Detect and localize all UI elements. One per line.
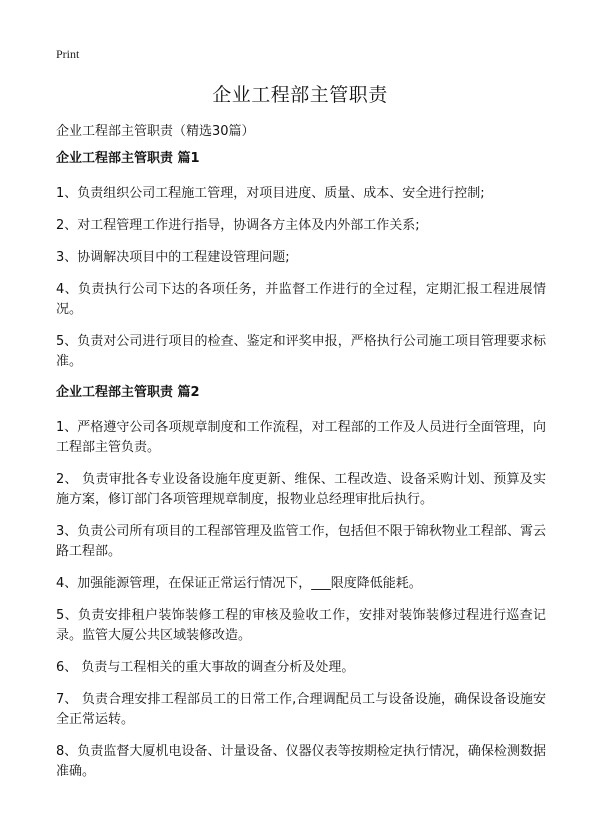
section-heading: 企业工程部主管职责 篇1	[56, 151, 200, 166]
list-item: 2、对工程管理工作进行指导，协调各方主体及内外部工作关系;	[56, 218, 420, 233]
document-subtitle: 企业工程部主管职责（精选30篇）	[56, 124, 255, 139]
list-item: 4、加强能源管理，在保证正常运行情况下，___限度降低能耗。	[56, 576, 422, 591]
section-heading: 企业工程部主管职责 篇2	[56, 385, 200, 400]
list-item: 4、负责执行公司下达的各项任务，并监督工作进行的全过程，定期汇报工程进展情况。	[56, 282, 546, 317]
list-item: 6、 负责与工程相关的重大事故的调查分析及处理。	[56, 660, 355, 675]
list-item: 2、 负责审批各专业设备设施年度更新、维保、工程改造、设备采购计划、预算及实施方案，修订部门各项管理规章制度，报物业总经理审批后执行。	[56, 472, 546, 507]
list-item: 3、协调解决项目中的工程建设管理问题;	[56, 250, 290, 265]
list-item: 5、负责安排租户装饰装修工程的审核及验收工作，安排对装饰装修过程进行巡查记录。监管大厦公共区域装修改造。	[56, 608, 546, 643]
list-item: 5、负责对公司进行项目的检查、鉴定和评奖申报，严格执行公司施工项目管理要求标准。	[56, 334, 546, 369]
document-body	[56, 150, 546, 794]
document-title: 企业工程部主管职责	[212, 84, 388, 106]
print-label: Print	[56, 47, 80, 61]
list-item: 1、负责组织公司工程施工管理，对项目进度、质量、成本、安全进行控制;	[56, 186, 485, 201]
section-1	[56, 150, 546, 372]
list-item: 3、负责公司所有项目的工程部管理及监管工作，包括但不限于锦秋物业工程部、霄云路工程部。	[56, 524, 546, 559]
list-item: 7、 负责合理安排工程部员工的日常工作,合理调配员工与设备设施，确保设备设施安全正常运转。	[56, 692, 546, 727]
list-item: 1、严格遵守公司各项规章制度和工作流程，对工程部的工作及人员进行全面管理，向工程部主管负责。	[56, 420, 546, 455]
section-2	[56, 384, 546, 782]
list-item: 8、负责监督大厦机电设备、计量设备、仪器仪表等按期检定执行情况，确保检测数据准确。	[56, 744, 546, 779]
